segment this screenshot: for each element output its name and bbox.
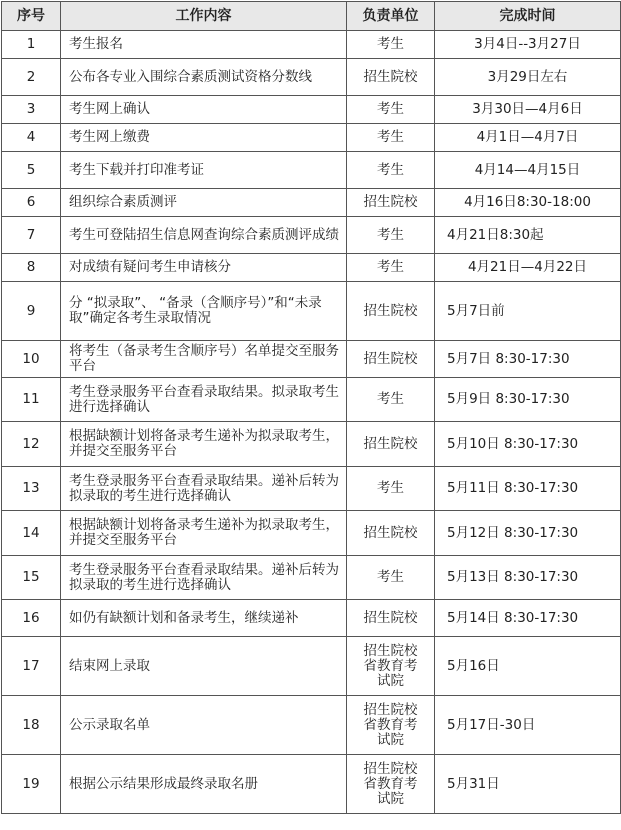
row-unit: 招生院校 [347,282,435,341]
row-time: 5月7日前 [435,282,621,341]
row-task: 分 “拟录取”、 “备录（含顺序号）”和“未录取”确定各考生录取情况 [61,282,347,341]
table-row [2,378,621,422]
row-unit: 考生 [347,217,435,254]
row-task: 考生登录服务平台查看录取结果。递补后转为拟录取的考生进行选择确认 [61,556,347,600]
row-unit: 招生院校 [347,189,435,217]
row-task: 将考生（备录考生含顺序号）名单提交至服务平台 [61,341,347,378]
row-task: 公示录取名单 [61,696,347,755]
table-row [2,59,621,96]
row-number: 12 [2,422,61,467]
row-number: 11 [2,378,61,422]
row-unit: 招生院校 [347,600,435,637]
row-number: 18 [2,696,61,755]
row-time: 5月12日 8:30-17:30 [435,511,621,556]
row-task: 对成绩有疑问考生申请核分 [61,254,347,282]
row-time: 5月14日 8:30-17:30 [435,600,621,637]
header-task: 工作内容 [61,2,347,31]
table-row [2,422,621,467]
row-number: 6 [2,189,61,217]
row-time: 5月11日 8:30-17:30 [435,467,621,511]
row-time: 5月17日-30日 [435,696,621,755]
row-number: 14 [2,511,61,556]
row-unit: 考生 [347,556,435,600]
row-time: 5月31日 [435,755,621,814]
row-time: 4月1日—4月7日 [435,124,621,152]
row-unit: 考生 [347,254,435,282]
table-row [2,341,621,378]
table-row [2,467,621,511]
row-number: 15 [2,556,61,600]
row-number: 9 [2,282,61,341]
row-unit: 招生院校 [347,341,435,378]
row-time: 5月9日 8:30-17:30 [435,378,621,422]
table-row [2,217,621,254]
header-time: 完成时间 [435,2,621,31]
table-row [2,696,621,755]
row-unit: 招生院校省教育考试院 [347,696,435,755]
row-time: 4月21日8:30起 [435,217,621,254]
row-time: 4月21日—4月22日 [435,254,621,282]
table-row [2,152,621,189]
row-unit: 考生 [347,467,435,511]
header-no: 序号 [2,2,61,31]
row-time: 5月7日 8:30-17:30 [435,341,621,378]
row-time: 3月4日--3月27日 [435,31,621,59]
row-unit: 招生院校省教育考试院 [347,755,435,814]
row-unit: 考生 [347,96,435,124]
row-number: 2 [2,59,61,96]
row-time: 3月29日左右 [435,59,621,96]
row-time: 5月13日 8:30-17:30 [435,556,621,600]
row-task: 如仍有缺额计划和备录考生，继续递补 [61,600,347,637]
header-row [2,2,621,31]
row-time: 4月16日8:30-18:00 [435,189,621,217]
row-number: 13 [2,467,61,511]
row-number: 19 [2,755,61,814]
table-row [2,96,621,124]
row-number: 5 [2,152,61,189]
row-unit: 考生 [347,378,435,422]
table-row [2,556,621,600]
schedule-table [1,1,621,814]
row-number: 3 [2,96,61,124]
row-task: 结束网上录取 [61,637,347,696]
row-unit: 招生院校 [347,59,435,96]
row-time: 4月14—4月15日 [435,152,621,189]
row-task: 考生登录服务平台查看录取结果。拟录取考生进行选择确认 [61,378,347,422]
table-row [2,637,621,696]
table-row [2,31,621,59]
row-task: 根据缺额计划将备录考生递补为拟录取考生，并提交至服务平台 [61,511,347,556]
row-task: 组织综合素质测评 [61,189,347,217]
row-task: 根据缺额计划将备录考生递补为拟录取考生，并提交至服务平台 [61,422,347,467]
row-time: 3月30日—4月6日 [435,96,621,124]
row-task: 根据公示结果形成最终录取名册 [61,755,347,814]
table-row [2,124,621,152]
row-number: 17 [2,637,61,696]
row-number: 7 [2,217,61,254]
table-row [2,282,621,341]
table-row [2,600,621,637]
row-number: 8 [2,254,61,282]
row-number: 16 [2,600,61,637]
header-unit: 负责单位 [347,2,435,31]
table-row [2,755,621,814]
row-time: 5月16日 [435,637,621,696]
row-number: 10 [2,341,61,378]
row-time: 5月10日 8:30-17:30 [435,422,621,467]
row-task: 考生下载并打印准考证 [61,152,347,189]
table-row [2,511,621,556]
row-unit: 考生 [347,31,435,59]
row-unit: 考生 [347,152,435,189]
row-unit: 招生院校 [347,511,435,556]
row-task: 考生报名 [61,31,347,59]
row-unit: 招生院校 [347,422,435,467]
row-task: 考生网上确认 [61,96,347,124]
table-row [2,189,621,217]
row-task: 公布各专业入围综合素质测试资格分数线 [61,59,347,96]
row-unit: 招生院校省教育考试院 [347,637,435,696]
row-task: 考生登录服务平台查看录取结果。递补后转为拟录取的考生进行选择确认 [61,467,347,511]
row-task: 考生可登陆招生信息网查询综合素质测评成绩 [61,217,347,254]
row-task: 考生网上缴费 [61,124,347,152]
row-number: 4 [2,124,61,152]
row-number: 1 [2,31,61,59]
row-unit: 考生 [347,124,435,152]
table-row [2,254,621,282]
